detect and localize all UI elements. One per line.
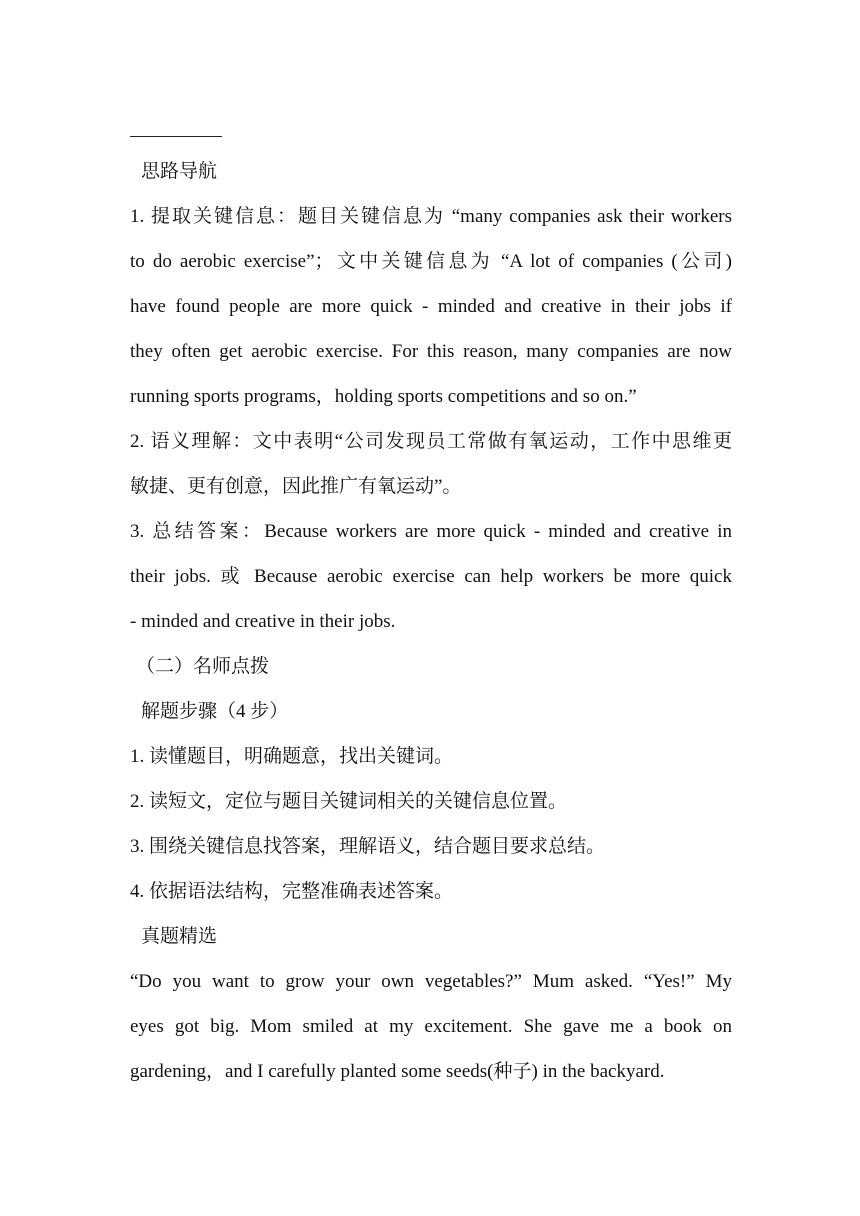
section-heading-teacher-tips: （二）名师点拨 [136,656,270,677]
paragraph-line: their jobs. 或 Because aerobic exercise can help workers be more quick [130,566,732,587]
section-heading-solving-steps: 解题步骤（4 步） [141,701,289,722]
section-heading-thinking-guide: 思路导航 [141,161,218,182]
paragraph-line: 3. 总结答案：Because workers are more quick - minded and creative in [130,521,732,542]
paragraph-line: 2. 语义理解：文中表明“公司发现员工常做有氧运动，工作中思维更 [130,431,732,452]
passage-line: gardening，and I carefully planted some seeds(种子) in the backyard. [130,1061,665,1082]
answer-blank-line [130,136,222,137]
paragraph-line: have found people are more quick - minded and creative in their jobs if [130,296,732,317]
step-item: 2. 读短文，定位与题目关键词相关的关键信息位置。 [130,791,568,812]
section-heading-selected-questions: 真题精选 [141,926,218,947]
paragraph-line: - minded and creative in their jobs. [130,611,396,632]
step-item: 3. 围绕关键信息找答案，理解语义，结合题目要求总结。 [130,836,606,857]
paragraph-line: they often get aerobic exercise. For this reason, many companies are now [130,341,732,362]
passage-line: eyes got big. Mom smiled at my excitement. She gave me a book on [130,1016,732,1037]
step-item: 1. 读懂题目，明确题意，找出关键词。 [130,746,454,767]
paragraph-line: running sports programs，holding sports competitions and so on.” [130,386,637,407]
step-item: 4. 依据语法结构，完整准确表述答案。 [130,881,454,902]
passage-line: “Do you want to grow your own vegetables?” Mum asked. “Yes!” My [130,971,732,992]
paragraph-line: to do aerobic exercise”；文中关键信息为 “A lot of companies (公司) [130,251,732,272]
paragraph-line: 敏捷、更有创意，因此推广有氧运动”。 [130,476,462,497]
paragraph-line: 1. 提取关键信息：题目关键信息为 “many companies ask their workers [130,206,732,227]
